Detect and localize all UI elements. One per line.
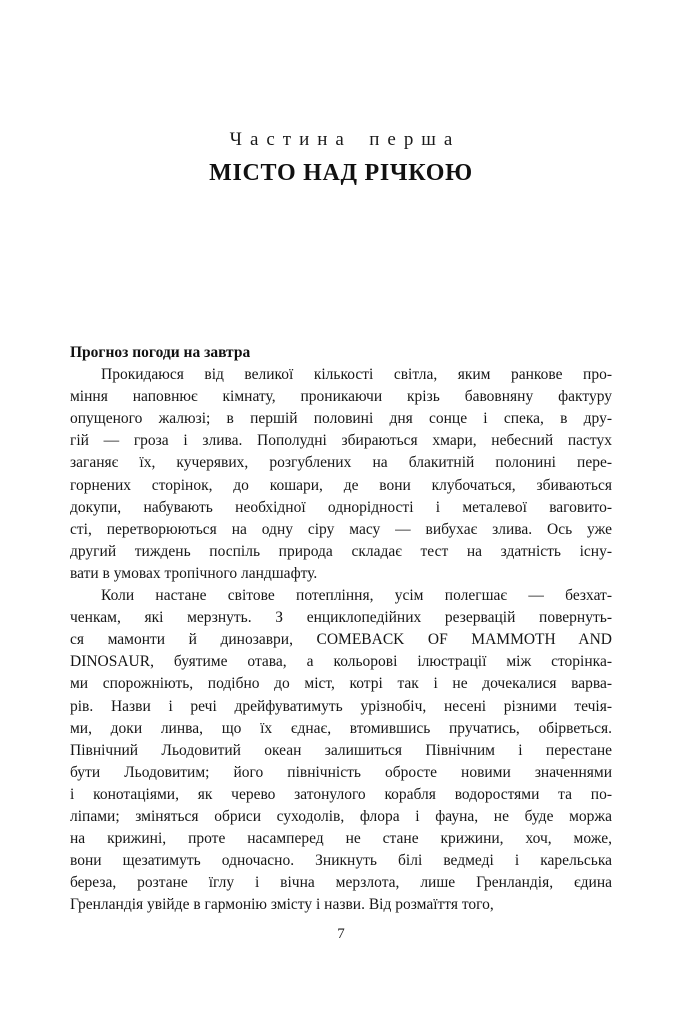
text-line: другий тиждень поспіль природа складає тест на здатність існу-: [70, 542, 612, 560]
text-line: опущеного жалюзі; в першій половині дня сонце і спека, в дру-: [70, 410, 612, 428]
text-line: сті, перетворюються на одну сіру масу — вибухає злива. Ось уже: [70, 520, 612, 538]
page-number: 7: [337, 926, 345, 942]
text-line: вати в умовах тропічного ландшафту.: [70, 564, 318, 582]
text-line: ченкам, які мерзнуть. З енциклопедійних резервацій повернуть-: [70, 609, 612, 627]
text-line: Прокидаюся від великої кількості світла, яким ранкове про-: [101, 366, 612, 384]
chapter-title: МІСТО НАД РІЧКОЮ: [209, 160, 473, 186]
paragraph: [70, 585, 612, 916]
text-line: Коли настане світове потепління, усім полегшає — безхат-: [101, 587, 612, 605]
text-line: докупи, набувають необхідної однорідності і металевої ваговито-: [70, 498, 612, 516]
text-line: рів. Назви і речі дрейфуватимуть урізнобіч, несені різними течія-: [70, 697, 612, 715]
text-line: вони щезатимуть одночасно. Зникнуть білі ведмеді і карельська: [70, 852, 612, 870]
text-line: горнених сторінок, до кошари, де вони клубочаться, збиваються: [70, 476, 612, 494]
text-line: береза, розтане їглу і вічна мерзлота, лише Гренландія, єдина: [70, 874, 612, 892]
paragraph: [70, 364, 612, 585]
text-line: ся мамонти й динозаври, COMEBACK OF MAMMOTH AND: [70, 631, 612, 649]
body-text: [70, 342, 612, 916]
text-line: Північний Льодовитий океан залишиться Північним і перестане: [70, 741, 612, 759]
text-line: гій — гроза і злива. Пополудні збираються хмари, небесний пастух: [70, 432, 612, 450]
text-line: ми, доки линва, що їх єднає, втомившись пручатись, обірветься.: [70, 719, 612, 737]
text-line: Гренландія увійде в гармонію змісту і назви. Від розмаїття того,: [70, 896, 494, 914]
text-line: заганяє їх, кучерявих, розгублених на блакитній полонині пере-: [70, 454, 612, 472]
text-line: бути Льодовитим; його північність обросте новими значеннями: [70, 763, 612, 781]
paragraphs: [70, 364, 612, 916]
text-line: DINOSAUR, буятиме отава, а кольорові ілюстрації між сторінка-: [70, 653, 612, 671]
text-line: і конотаціями, як черево затонулого корабля водоростями та по-: [70, 785, 612, 803]
text-line: ліпами; зміняться обриси суходолів, флора і фауна, не буде моржа: [70, 807, 612, 825]
text-line: на крижині, проте насамперед не стане крижини, хоч, може,: [70, 830, 612, 848]
part-title: Частина перша: [229, 129, 461, 150]
text-line: міння наповнює кімнату, проникаючи крізь бавовняну фактуру: [70, 388, 612, 406]
section-heading: Прогноз погоди на завтра: [70, 344, 251, 361]
text-line: ми спорожніють, подібно до міст, котрі так і не дочекалися варва-: [70, 675, 612, 693]
